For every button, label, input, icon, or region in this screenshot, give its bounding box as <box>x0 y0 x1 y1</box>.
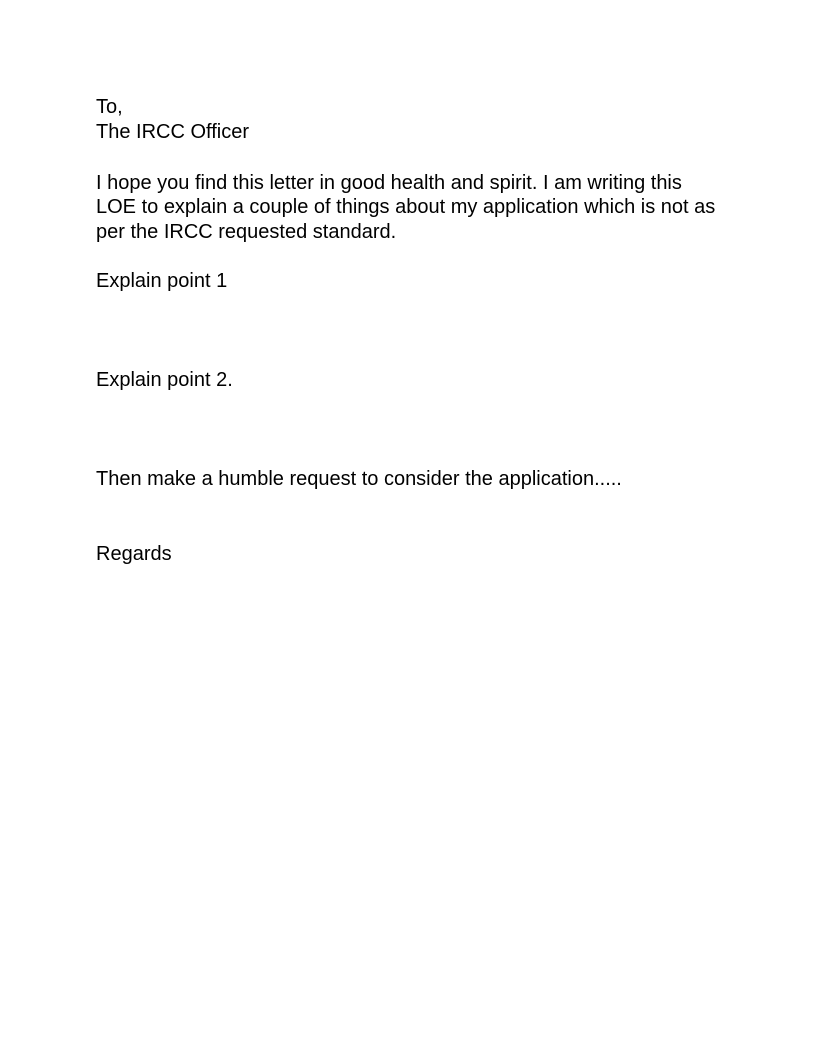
intro-line-3: per the IRCC requested standard. <box>96 221 397 243</box>
recipient-line: The IRCC Officer <box>96 121 249 143</box>
request-line: Then make a humble request to consider the application..... <box>96 468 622 490</box>
closing-line: Regards <box>96 543 172 565</box>
salutation-to: To, <box>96 96 123 118</box>
intro-line-2: LOE to explain a couple of things about my application which is not as <box>96 196 716 218</box>
point-one: Explain point 1 <box>96 270 228 292</box>
intro-line-1: I hope you find this letter in good health and spirit. I am writing this <box>96 172 682 194</box>
point-two: Explain point 2. <box>96 369 233 391</box>
